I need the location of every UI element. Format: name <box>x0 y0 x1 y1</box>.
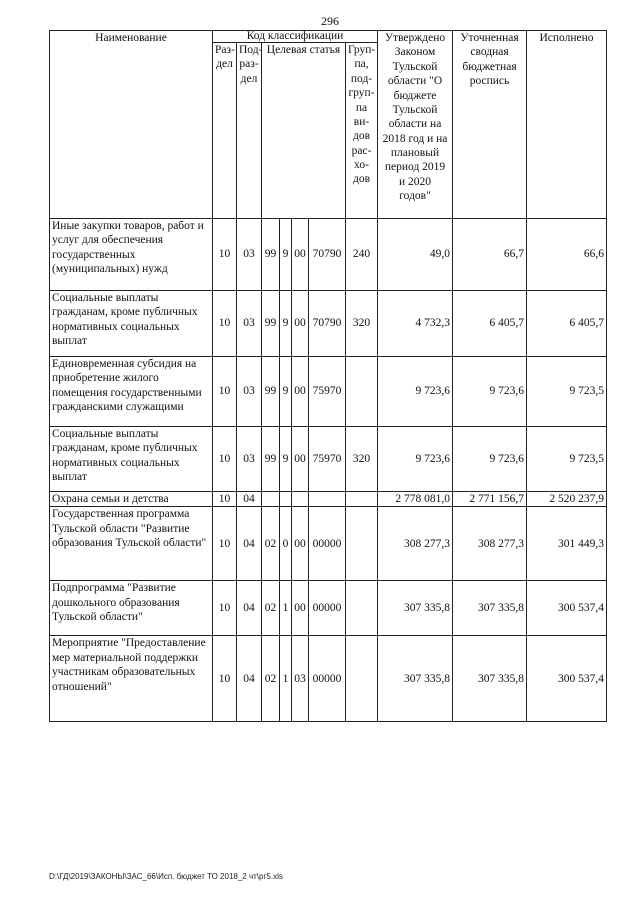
row-refined: 9 723,6 <box>453 427 527 492</box>
row-razdel: 10 <box>213 507 237 581</box>
row-code-4: 70790 <box>309 291 346 357</box>
row-name: Иные закупки товаров, работ и услуг для обеспечения государственных (муниципальных) нужд <box>50 219 213 291</box>
row-code-4: 00000 <box>309 507 346 581</box>
row-approved: 307 335,8 <box>378 636 453 722</box>
row-gruppa: 320 <box>346 291 378 357</box>
row-code-4: 00000 <box>309 581 346 636</box>
row-gruppa <box>346 492 378 507</box>
row-code-3: 00 <box>292 507 309 581</box>
row-refined: 308 277,3 <box>453 507 527 581</box>
row-approved: 9 723,6 <box>378 427 453 492</box>
header-code-group: Код классификации <box>213 31 378 43</box>
row-code-3: 00 <box>292 427 309 492</box>
row-podrazdel: 03 <box>237 427 262 492</box>
row-podrazdel: 04 <box>237 492 262 507</box>
row-code-3: 00 <box>292 357 309 427</box>
row-razdel: 10 <box>213 492 237 507</box>
row-razdel: 10 <box>213 636 237 722</box>
row-name: Государственная программа Тульской области "Развитие образования Тульской области" <box>50 507 213 581</box>
row-name: Социальные выплаты гражданам, кроме публичных нормативных социальных выплат <box>50 427 213 492</box>
row-code-3: 00 <box>292 581 309 636</box>
row-podrazdel: 03 <box>237 357 262 427</box>
budget-table <box>49 30 607 722</box>
row-name: Социальные выплаты гражданам, кроме публичных нормативных социальных выплат <box>50 291 213 357</box>
row-podrazdel: 04 <box>237 507 262 581</box>
row-podrazdel: 04 <box>237 581 262 636</box>
row-refined: 6 405,7 <box>453 291 527 357</box>
row-executed: 66,6 <box>527 219 607 291</box>
row-code-2: 9 <box>280 357 292 427</box>
row-podrazdel: 03 <box>237 219 262 291</box>
row-gruppa: 240 <box>346 219 378 291</box>
header-name: Наименование <box>50 31 213 219</box>
table-row <box>50 357 607 427</box>
row-refined: 66,7 <box>453 219 527 291</box>
row-code-1: 99 <box>262 427 280 492</box>
header-celevaya: Целевая статья <box>262 43 346 219</box>
row-gruppa <box>346 636 378 722</box>
table-row <box>50 636 607 722</box>
row-podrazdel: 04 <box>237 636 262 722</box>
table-row <box>50 291 607 357</box>
row-podrazdel: 03 <box>237 291 262 357</box>
header-razdel: Раз- дел <box>213 43 237 219</box>
row-approved: 9 723,6 <box>378 357 453 427</box>
row-code-2: 1 <box>280 636 292 722</box>
row-razdel: 10 <box>213 219 237 291</box>
row-executed: 300 537,4 <box>527 581 607 636</box>
table-row <box>50 492 607 507</box>
row-code-4 <box>309 492 346 507</box>
header-approved: Утверждено Законом Тульской области "О бюджете Тульской области на 2018 год и на плановый период 2019 и 2020 годов" <box>378 31 453 219</box>
row-razdel: 10 <box>213 291 237 357</box>
table-row <box>50 427 607 492</box>
page-number: 296 <box>321 14 339 28</box>
row-approved: 307 335,8 <box>378 581 453 636</box>
row-code-2: 1 <box>280 581 292 636</box>
row-refined: 307 335,8 <box>453 581 527 636</box>
row-code-4: 75970 <box>309 427 346 492</box>
row-code-2: 0 <box>280 507 292 581</box>
row-approved: 2 778 081,0 <box>378 492 453 507</box>
row-code-3: 00 <box>292 291 309 357</box>
row-razdel: 10 <box>213 581 237 636</box>
row-executed: 2 520 237,9 <box>527 492 607 507</box>
row-code-1: 02 <box>262 636 280 722</box>
row-code-1 <box>262 492 280 507</box>
row-name: Подпрограмма "Развитие дошкольного образования Тульской области" <box>50 581 213 636</box>
row-approved: 308 277,3 <box>378 507 453 581</box>
row-refined: 2 771 156,7 <box>453 492 527 507</box>
row-gruppa <box>346 357 378 427</box>
row-code-1: 02 <box>262 507 280 581</box>
row-code-1: 02 <box>262 581 280 636</box>
header-refined: Уточненная сводная бюджетная роспись <box>453 31 527 219</box>
row-code-1: 99 <box>262 357 280 427</box>
row-gruppa <box>346 507 378 581</box>
row-code-2: 9 <box>280 219 292 291</box>
row-refined: 9 723,6 <box>453 357 527 427</box>
row-executed: 9 723,5 <box>527 357 607 427</box>
row-code-1: 99 <box>262 291 280 357</box>
row-code-3: 00 <box>292 219 309 291</box>
row-executed: 9 723,5 <box>527 427 607 492</box>
row-code-3 <box>292 492 309 507</box>
row-code-4: 75970 <box>309 357 346 427</box>
row-name: Мероприятие "Предоставление мер материальной поддержки участникам образовательных отношений" <box>50 636 213 722</box>
row-approved: 49,0 <box>378 219 453 291</box>
row-gruppa <box>346 581 378 636</box>
row-executed: 6 405,7 <box>527 291 607 357</box>
row-code-4: 00000 <box>309 636 346 722</box>
row-razdel: 10 <box>213 427 237 492</box>
row-name: Единовременная субсидия на приобретение жилого помещения государственными гражданскими служащими <box>50 357 213 427</box>
row-executed: 301 449,3 <box>527 507 607 581</box>
row-code-2 <box>280 492 292 507</box>
header-podrazdel: Под- раз- дел <box>237 43 262 219</box>
table-row <box>50 581 607 636</box>
row-code-3: 03 <box>292 636 309 722</box>
row-approved: 4 732,3 <box>378 291 453 357</box>
row-code-1: 99 <box>262 219 280 291</box>
row-executed: 300 537,4 <box>527 636 607 722</box>
row-code-2: 9 <box>280 291 292 357</box>
row-gruppa: 320 <box>346 427 378 492</box>
row-code-4: 70790 <box>309 219 346 291</box>
row-code-2: 9 <box>280 427 292 492</box>
row-razdel: 10 <box>213 357 237 427</box>
table-row <box>50 507 607 581</box>
header-gruppa: Груп- па, под- груп- па ви- дов рас- хо- дов <box>346 43 378 219</box>
row-name: Охрана семьи и детства <box>50 492 213 507</box>
file-path-footer: D:\ГД\2019\ЗАКОНЫ\ЗАС_66\Исп. бюджет ТО 2018_2 чт\рг5.xls <box>49 872 283 881</box>
table-row <box>50 219 607 291</box>
row-refined: 307 335,8 <box>453 636 527 722</box>
header-executed: Исполнено <box>527 31 607 219</box>
